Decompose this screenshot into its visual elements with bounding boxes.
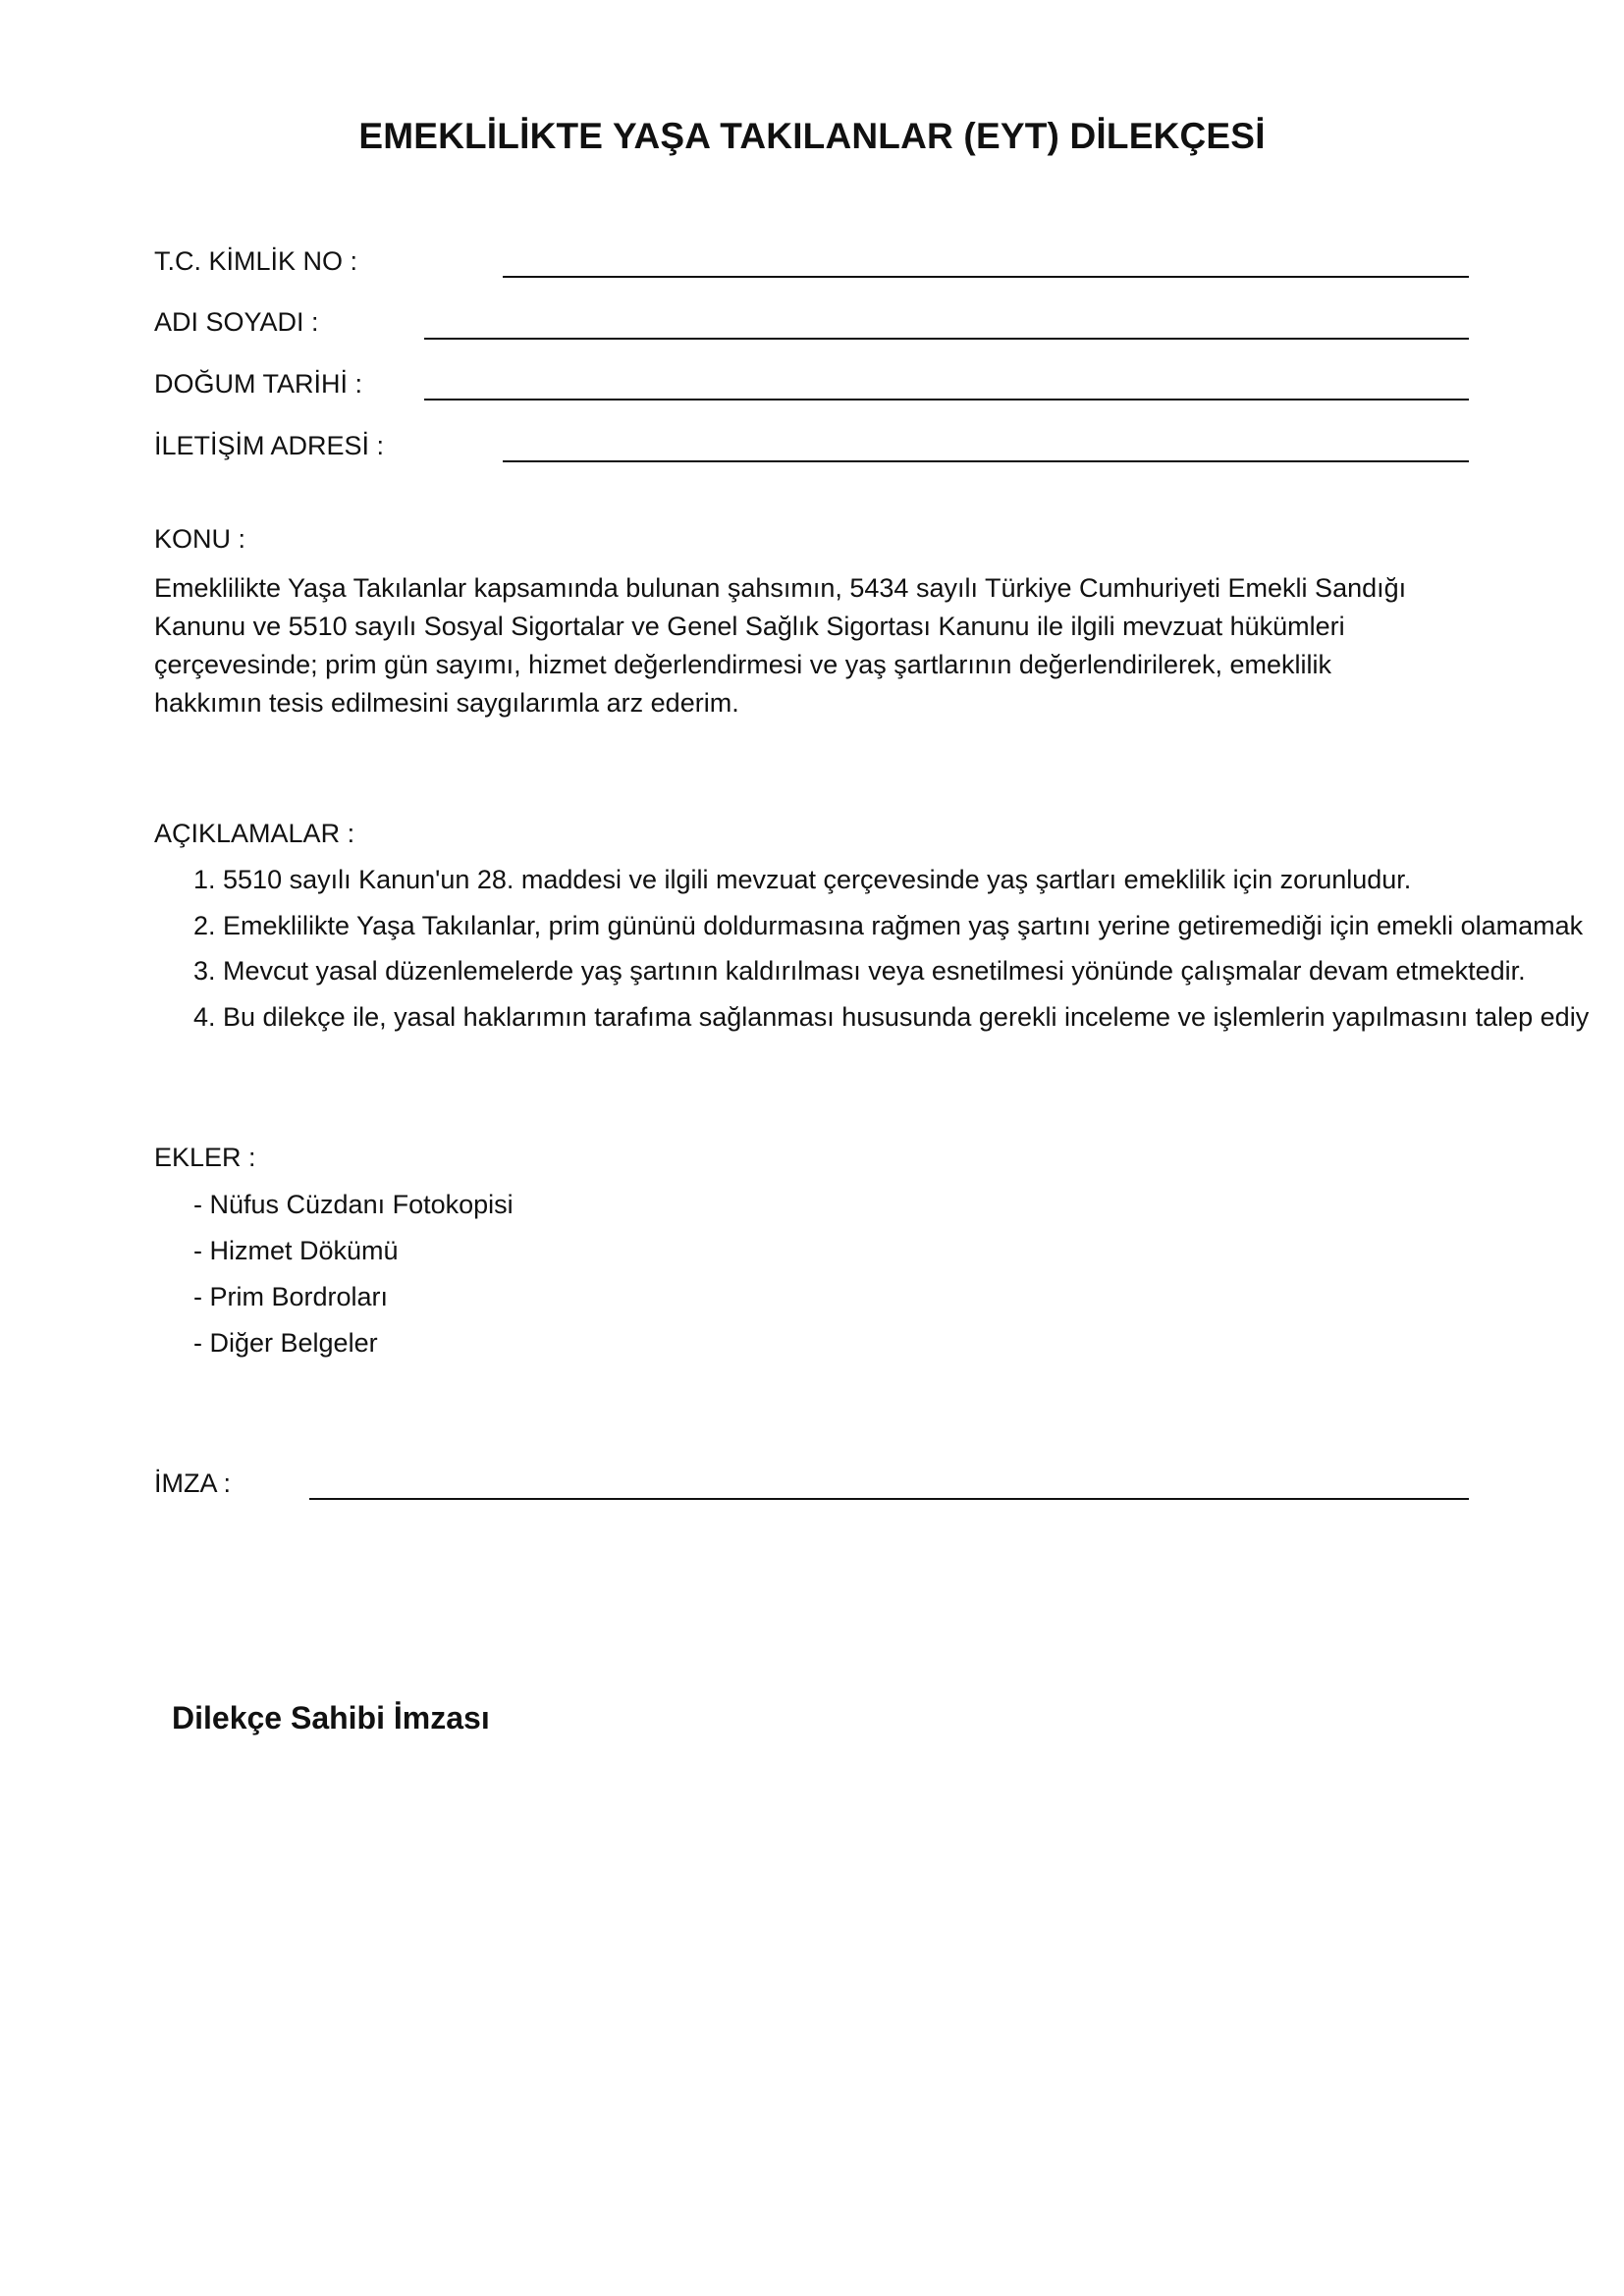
explanation-item: 1. 5510 sayılı Kanun'un 28. maddesi ve ilgili mevzuat çerçevesinde yaş şartları emeklilik için zorunludur. xyxy=(193,865,1412,894)
explanation-item: 4. Bu dilekçe ile, yasal haklarımın tarafıma sağlanması hususunda gerekli inceleme ve işlemlerin yapılmasını talep ediy xyxy=(193,1001,1590,1032)
subject-label: KONU : xyxy=(154,524,246,554)
tc-kimlik-no-label: T.C. KİMLİK NO : xyxy=(154,246,358,276)
attachments-list xyxy=(193,1189,514,1373)
explanations-list xyxy=(193,864,1607,1046)
signature-owner-label: Dilekçe Sahibi İmzası xyxy=(172,1700,490,1735)
adi-soyadi-line[interactable] xyxy=(424,338,1469,340)
attachment-item: - Hizmet Dökümü xyxy=(193,1236,399,1265)
subject-line: çerçevesinde; prim gün sayımı, hizmet değerlendirmesi ve yaş şartlarının değerlendirilerek, emeklilik xyxy=(154,650,1331,679)
attachments-label: EKLER : xyxy=(154,1143,256,1172)
iletisim-adresi-line[interactable] xyxy=(503,460,1469,462)
explanations-label: AÇIKLAMALAR : xyxy=(154,819,355,848)
dogum-tarihi-line[interactable] xyxy=(424,399,1469,400)
signature-label: İMZA : xyxy=(154,1468,232,1498)
signature-line[interactable] xyxy=(309,1498,1469,1500)
explanation-item: 2. Emeklilikte Yaşa Takılanlar, prim gününü doldurmasına rağmen yaş şartını yerine getiremediği için emekli olamamak xyxy=(193,910,1584,940)
subject-line: Kanunu ve 5510 sayılı Sosyal Sigortalar ve Genel Sağlık Sigortası Kanunu ile ilgili mevzuat hükümleri xyxy=(154,612,1345,641)
tc-kimlik-no-line[interactable] xyxy=(503,276,1469,278)
attachment-item: - Prim Bordroları xyxy=(193,1282,389,1311)
attachment-item: - Diğer Belgeler xyxy=(193,1328,378,1358)
iletisim-adresi-label: İLETİŞİM ADRESİ : xyxy=(154,431,385,460)
explanation-item: 3. Mevcut yasal düzenlemelerde yaş şartının kaldırılması veya esnetilmesi yönünde çalışmalar devam etmektedir. xyxy=(193,956,1526,986)
subject-line: hakkımın tesis edilmesini saygılarımla arz ederim. xyxy=(154,688,739,718)
subject-paragraph xyxy=(154,569,1480,722)
dogum-tarihi-label: DOĞUM TARİHİ : xyxy=(154,369,363,399)
adi-soyadi-label: ADI SOYADI : xyxy=(154,307,319,337)
document-title: EMEKLİLİKTE YAŞA TAKILANLAR (EYT) DİLEKÇESİ xyxy=(358,116,1266,156)
attachment-item: - Nüfus Cüzdanı Fotokopisi xyxy=(193,1190,514,1219)
subject-line: Emeklilikte Yaşa Takılanlar kapsamında bulunan şahsımın, 5434 sayılı Türkiye Cumhuriyeti Emekli Sandığı xyxy=(154,573,1407,603)
